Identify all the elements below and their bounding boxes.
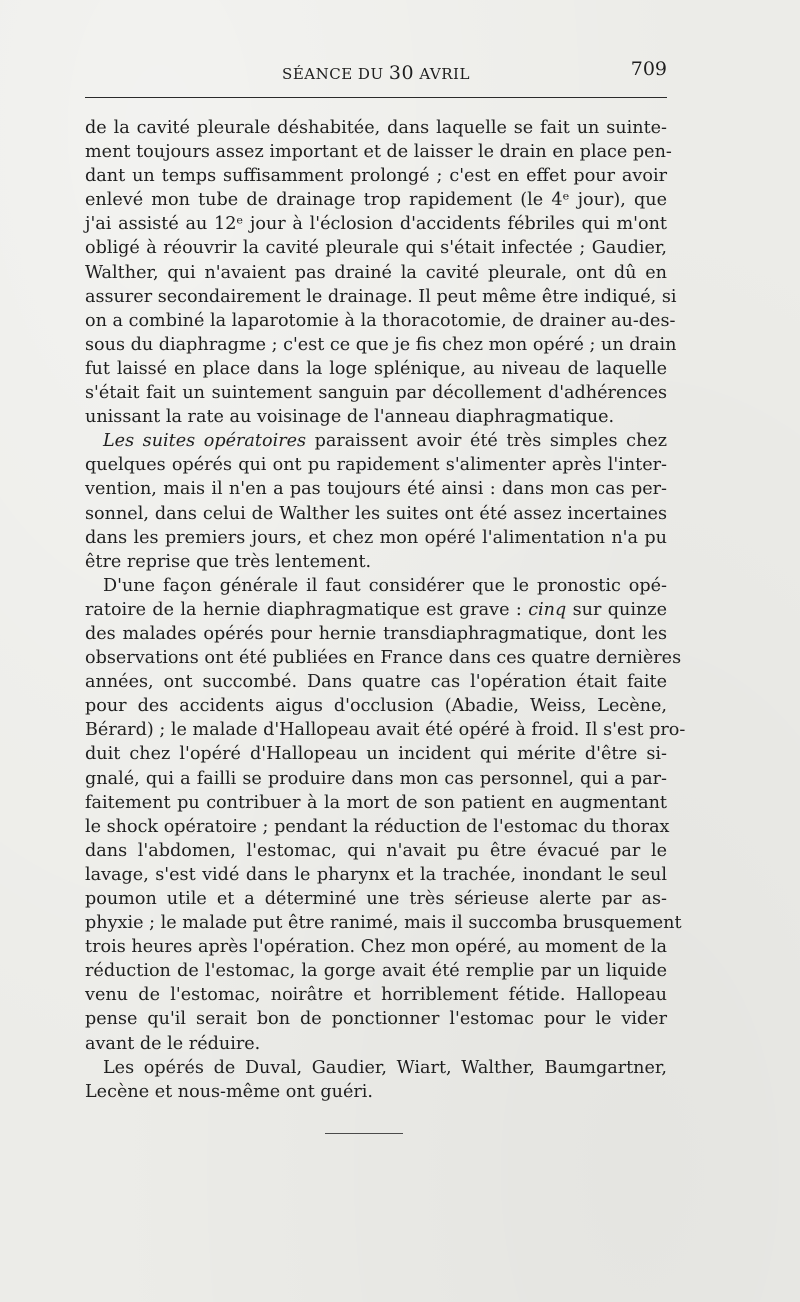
text-fragment: paraissent avoir été très simples chez: [306, 431, 667, 452]
section-end-rule: [325, 1133, 403, 1134]
text-line: des malades opérés pour hernie transdiaphragmatique, dont les: [85, 623, 667, 644]
text-line: lavage, s'est vidé dans le pharynx et la trachée, inondant le seul: [85, 864, 667, 885]
text-line: dans l'abdomen, l'estomac, qui n'avait pu être évacué par le: [85, 840, 667, 861]
text-line: avant de le réduire.: [85, 1033, 261, 1054]
text-line: venu de l'estomac, noirâtre et horriblement fétide. Hallopeau: [85, 985, 667, 1006]
text-line: dant un temps suffisamment prolongé ; c'est en effet pour avoir: [85, 166, 667, 187]
text-line: D'une façon générale il faut considérer que le pronostic opé-: [103, 575, 667, 596]
text-fragment: ratoire de la hernie diaphragmatique est grave :: [85, 599, 529, 620]
text-line: pour des accidents aigus d'occlusion (Abadie, Weiss, Lecène,: [85, 696, 667, 717]
text-fragment: sur quinze: [566, 599, 667, 620]
text-line: phyxie ; le malade put être ranimé, mais il succomba brusquement: [85, 913, 682, 934]
text-line: Bérard) ; le malade d'Hallopeau avait été opéré à froid. Il s'est pro-: [85, 720, 686, 741]
text-line: sous du diaphragme ; c'est ce que je fis chez mon opéré ; un drain: [85, 334, 677, 355]
text-line: réduction de l'estomac, la gorge avait été remplie par un liquide: [85, 961, 667, 982]
text-line: [85, 429, 667, 453]
text-line: pense qu'il serait bon de ponctionner l'estomac pour le vider: [85, 1009, 667, 1030]
running-title: [85, 62, 667, 84]
text-line: trois heures après l'opération. Chez mon opéré, au moment de la: [85, 937, 667, 958]
running-title-text: SÉANCE DU: [282, 65, 389, 83]
text-line: j'ai assisté au 12ᵉ jour à l'éclosion d'accidents fébriles qui m'ont: [85, 214, 667, 235]
text-line: observations ont été publiées en France dans ces quatre dernières: [85, 648, 682, 669]
text-line: poumon utile et a déterminé une très sérieuse alerte par as-: [85, 889, 667, 909]
text-line: faitement pu contribuer à la mort de son patient en augmentant: [85, 792, 667, 813]
text-line: assurer secondairement le drainage. Il peut même être indiqué, si: [85, 286, 677, 307]
text-line: ment toujours assez important et de laisser le drain en place pen-: [85, 142, 672, 163]
body-text: [85, 116, 686, 1104]
italic-word: cinq: [528, 599, 567, 620]
text-line: le shock opératoire ; pendant la réduction de l'estomac du thorax: [85, 816, 670, 837]
italic-phrase: Les suites opératoires: [103, 431, 307, 452]
text-line: quelques opérés qui ont pu rapidement s'alimenter après l'inter-: [85, 455, 667, 476]
text-line: Lecène et nous-même ont guéri.: [85, 1081, 374, 1102]
text-line: sonnel, dans celui de Walther les suites ont été assez incertaines: [85, 503, 667, 524]
text-line: années, ont succombé. Dans quatre cas l'opération était faite: [85, 672, 667, 693]
text-line: on a combiné la laparotomie à la thoracotomie, de drainer au-des-: [85, 310, 676, 331]
text-line: être reprise que très lentement.: [85, 551, 372, 572]
page-number: 709: [630, 58, 667, 80]
text-line: [85, 598, 667, 622]
text-line: enlevé mon tube de drainage trop rapidement (le 4ᵉ jour), que: [85, 190, 667, 211]
text-line: dans les premiers jours, et chez mon opéré l'alimentation n'a pu: [85, 527, 667, 548]
text-line: duit chez l'opéré d'Hallopeau un incident qui mérite d'être si-: [85, 744, 667, 765]
text-line: Walther, qui n'avaient pas drainé la cavité pleurale, ont dû en: [85, 262, 667, 283]
text-line: vention, mais il n'en a pas toujours été ainsi : dans mon cas per-: [85, 479, 667, 500]
text-line: obligé à réouvrir la cavité pleurale qui s'était infectée ; Gaudier,: [85, 238, 667, 259]
text-line: de la cavité pleurale déshabitée, dans laquelle se fait un suinte-: [85, 118, 667, 138]
running-title-date: 30: [388, 62, 415, 84]
text-line: unissant la rate au voisinage de l'anneau diaphragmatique.: [85, 407, 615, 428]
text-line: gnalé, qui a failli se produire dans mon cas personnel, qui a par-: [85, 768, 667, 789]
running-title-month: AVRIL: [414, 65, 470, 83]
header-rule: [85, 97, 667, 98]
text-line: s'était fait un suintement sanguin par décollement d'adhérences: [85, 383, 667, 404]
text-line: Les opérés de Duval, Gaudier, Wiart, Walther, Baumgartner,: [103, 1057, 667, 1078]
page-header: [85, 58, 667, 86]
text-line: fut laissé en place dans la loge splénique, au niveau de laquelle: [85, 358, 667, 379]
